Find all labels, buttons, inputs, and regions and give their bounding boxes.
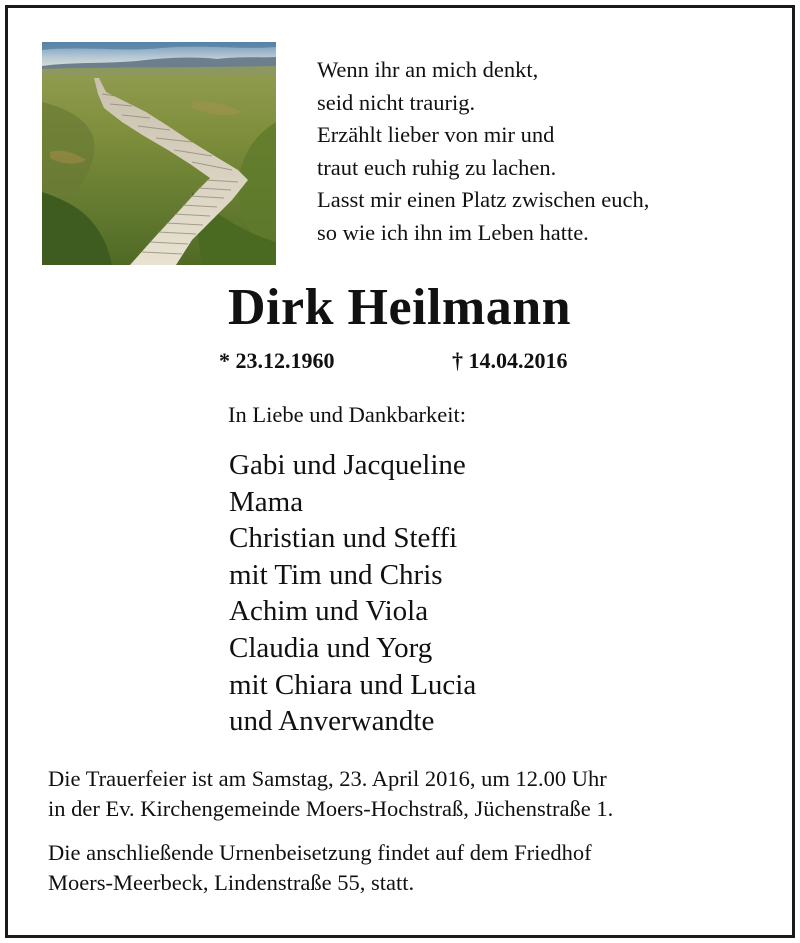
service-line: Die anschließende Urnenbeisetzung findet auf dem Friedhof [48,840,592,865]
mourner-line: und Anverwandte [229,705,435,738]
mourner-line: Claudia und Yorg [229,631,433,664]
poem-line: Wenn ihr an mich denkt, [317,57,539,82]
mourner-line: mit Tim und Chris [229,558,443,591]
birth-date: * 23.12.1960 [219,348,335,373]
mourner-line: mit Chiara und Lucia [229,668,477,701]
urn-burial-info [48,838,768,898]
service-line: Die Trauerfeier ist am Samstag, 23. April 2016, um 12.00 Uhr [48,766,607,791]
poem-line: traut euch ruhig zu lachen. [317,154,557,180]
poem-line: seid nicht traurig. [317,89,476,115]
deceased-name: Dirk Heilmann [228,279,572,336]
poem-line: Lasst mir einen Platz zwischen euch, [317,187,650,212]
service-line: in der Ev. Kirchengemeinde Moers-Hochstraß, Jüchenstraße 1. [48,796,614,821]
poem [317,54,757,249]
mourners-list [229,447,476,740]
mourner-line: Gabi und Jacqueline [229,449,466,481]
funeral-service-info [48,764,768,824]
service-line: Moers-Meerbeck, Lindenstraße 55, statt. [48,870,415,895]
poem-line: so wie ich ihn im Leben hatte. [317,219,589,245]
boardwalk-path-through-moor-icon [42,42,276,265]
mourner-line: Mama [229,485,304,518]
mourner-line: Achim und Viola [229,595,429,628]
poem-line: Erzählt lieber von mir und [317,122,555,147]
mourner-line: Christian und Steffi [229,522,458,555]
death-date: † 14.04.2016 [452,348,568,373]
mourners-intro: In Liebe und Dankbarkeit: [228,402,467,427]
